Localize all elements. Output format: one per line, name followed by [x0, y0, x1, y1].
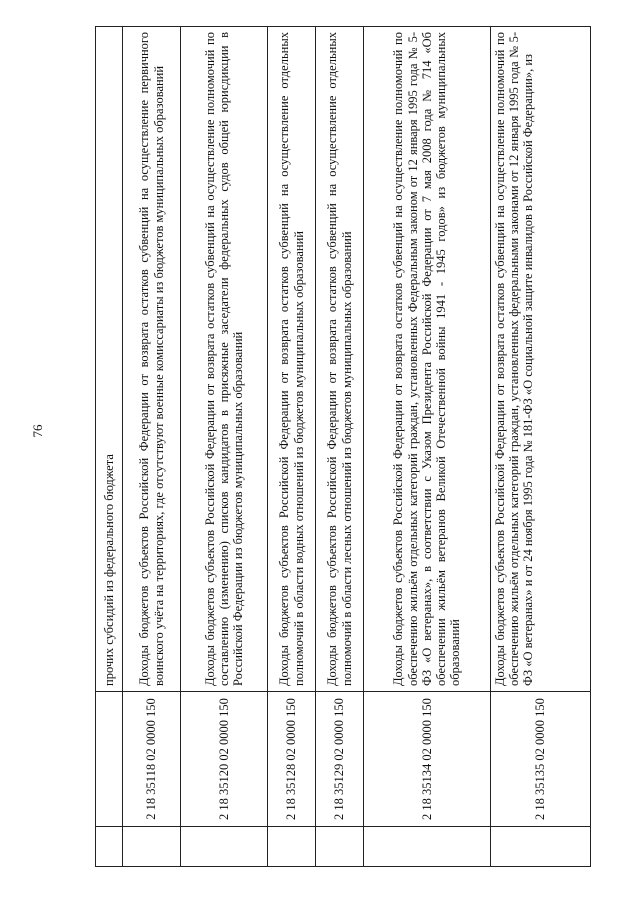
table-row: [181, 27, 268, 867]
description-cell: Доходы бюджетов субъектов Российской Федерации от возврата остатков субвенций на осуществление отдельных полномочий в области водных отношений из бюджетов муниципальных образований: [268, 27, 316, 692]
description-cell: Доходы бюджетов субъектов Российской Федерации от возврата остатков субвенций на осуществление отдельных полномочий в области лесных отношений из бюджетов муниципальных образований: [316, 27, 364, 692]
description-cell: Доходы бюджетов субъектов Российской Федерации от возврата остатков субвенций на осуществление полномочий по составлению (изменению) списков кандидатов в присяжные заседатели федеральных судов общей юрисдикции в Российской Федерации из бюджетов муниципальных образований: [181, 27, 268, 692]
table-row: [491, 27, 591, 867]
budget-code-cell: [96, 692, 123, 827]
description-cell: прочих субсидий из федерального бюджета: [96, 27, 123, 692]
table-row: [364, 27, 491, 867]
empty-cell: [364, 827, 491, 867]
budget-code-cell: 2 18 35128 02 0000 150: [268, 692, 316, 827]
description-cell: Доходы бюджетов субъектов Российской Федерации от возврата остатков субвенций на осуществление первичного воинского учёта на территориях, где отсутствуют военные комиссариаты из бюджетов муниципальных образований: [123, 27, 181, 692]
budget-code-cell: 2 18 35134 02 0000 150: [364, 692, 491, 827]
empty-cell: [123, 827, 181, 867]
rotated-page-content: [95, 27, 575, 867]
description-cell: Доходы бюджетов субъектов Российской Федерации от возврата остатков субвенций на осуществление полномочий по обеспечению жильём отдельных категорий граждан, установленных федеральными законами от 12 января 1995 года № 5-ФЗ «О ветеранах» и от 24 ноября 1995 года № 181-ФЗ «О социальной защите инвалидов в Российской Федерации», из: [491, 27, 591, 692]
budget-codes-table: [95, 26, 591, 867]
budget-code-cell: 2 18 35118 02 0000 150: [123, 692, 181, 827]
description-cell: Доходы бюджетов субъектов Российской Федерации от возврата остатков субвенций на осуществление полномочий по обеспечению жильём отдельных категорий граждан, установленных Федеральным законом от 12 января 1995 года № 5-ФЗ «О ветеранах», в соответствии с Указом Президента Российской Федерации от 7 мая 2008 года № 714 «Об обеспечении жильём ветеранов Великой Отечественной войны 1941 - 1945 годов» из бюджетов муниципальных образований: [364, 27, 491, 692]
empty-cell: [268, 827, 316, 867]
empty-cell: [96, 827, 123, 867]
table-row: [123, 27, 181, 867]
page-number: 76: [30, 424, 45, 438]
empty-cell: [491, 827, 591, 867]
table-row: [316, 27, 364, 867]
budget-code-cell: 2 18 35120 02 0000 150: [181, 692, 268, 827]
empty-cell: [316, 827, 364, 867]
empty-cell: [181, 827, 268, 867]
budget-code-cell: 2 18 35135 02 0000 150: [491, 692, 591, 827]
table-row: [268, 27, 316, 867]
budget-code-cell: 2 18 35129 02 0000 150: [316, 692, 364, 827]
table-row: [96, 27, 123, 867]
